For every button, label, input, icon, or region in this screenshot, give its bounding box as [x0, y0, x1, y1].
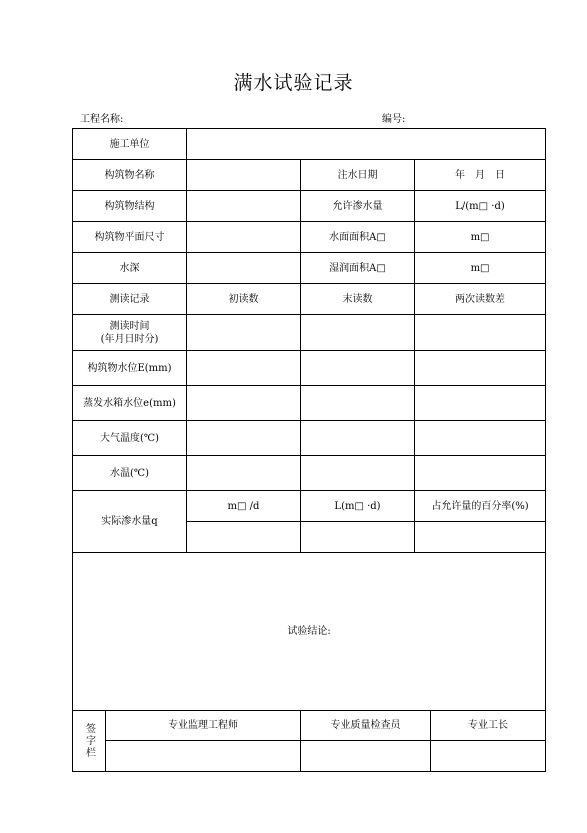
allowable-seepage-value[interactable]: L/(m□ ·d): [415, 191, 546, 222]
seepage-l-per-m2-day-value[interactable]: [301, 522, 415, 553]
evaporation-level-label: 蒸发水箱水位e(mm): [73, 386, 187, 421]
water-depth-value[interactable]: [187, 253, 301, 284]
structure-name-label: 构筑物名称: [73, 160, 187, 191]
water-fill-date-label: 注水日期: [301, 160, 415, 191]
water-level-initial[interactable]: [187, 351, 301, 386]
allowable-seepage-label: 允许渗水量: [301, 191, 415, 222]
reading-time-label: [73, 315, 187, 351]
structure-type-value[interactable]: [187, 191, 301, 222]
initial-reading-header: 初读数: [187, 284, 301, 315]
water-level-label: 构筑物水位E(mm): [73, 351, 187, 386]
water-level-difference[interactable]: [415, 351, 546, 386]
reading-record-label: 测读记录: [73, 284, 187, 315]
conclusion-area[interactable]: [73, 553, 546, 711]
reading-time-difference[interactable]: [415, 315, 546, 351]
water-surface-area-label: 水面面积A□: [301, 222, 415, 253]
structure-name-value[interactable]: [187, 160, 301, 191]
signature-column-label: 签字栏: [73, 711, 106, 772]
water-surface-area-value[interactable]: m□: [415, 222, 546, 253]
reading-time-final[interactable]: [301, 315, 415, 351]
page-title: 满水试验记录: [233, 72, 354, 94]
reading-difference-header: 两次读数差: [415, 284, 546, 315]
wetted-area-value[interactable]: m□: [415, 253, 546, 284]
quality-inspector-signature[interactable]: [301, 741, 431, 772]
seepage-m3-per-day-header: m□ /d: [187, 491, 301, 522]
water-temp-initial[interactable]: [187, 456, 301, 491]
water-fill-date-value[interactable]: 年 月 日: [415, 160, 546, 191]
water-temp-final[interactable]: [301, 456, 415, 491]
water-level-final[interactable]: [301, 351, 415, 386]
final-reading-header: 末读数: [301, 284, 415, 315]
plan-size-value[interactable]: [187, 222, 301, 253]
test-record-table: [72, 128, 546, 772]
evaporation-level-final[interactable]: [301, 386, 415, 421]
foreman-signature[interactable]: [431, 741, 546, 772]
wetted-area-label: 湿润面积A□: [301, 253, 415, 284]
foreman-label: 专业工长: [431, 711, 546, 741]
allowable-percentage-value[interactable]: [415, 522, 546, 553]
conclusion-label: 试验结论:: [287, 626, 331, 637]
construction-unit-value[interactable]: [187, 129, 546, 160]
air-temp-initial[interactable]: [187, 421, 301, 456]
seepage-m3-per-day-value[interactable]: [187, 522, 301, 553]
evaporation-level-difference[interactable]: [415, 386, 546, 421]
quality-inspector-label: 专业质量检查员: [301, 711, 431, 741]
water-temp-label: 水温(℃): [73, 456, 187, 491]
water-depth-label: 水深: [73, 253, 187, 284]
seepage-l-per-m2-day-header: L(m□ ·d): [301, 491, 415, 522]
air-temp-label: 大气温度(℃): [73, 421, 187, 456]
reading-time-initial[interactable]: [187, 315, 301, 351]
project-name-label: 工程名称:: [80, 114, 124, 125]
air-temp-final[interactable]: [301, 421, 415, 456]
actual-seepage-label: 实际渗水量q: [73, 491, 187, 553]
plan-size-label: 构筑物平面尺寸: [73, 222, 187, 253]
air-temp-difference[interactable]: [415, 421, 546, 456]
reading-time-line1: 测读时间: [109, 320, 150, 332]
construction-unit-label: 施工单位: [73, 129, 187, 160]
water-temp-difference[interactable]: [415, 456, 546, 491]
structure-type-label: 构筑物结构: [73, 191, 187, 222]
serial-number-label: 编号:: [382, 114, 406, 125]
supervisor-signature[interactable]: [106, 741, 301, 772]
reading-time-line2: (年月日时分): [100, 333, 159, 345]
allowable-percentage-header: 占允许量的百分率(%): [415, 491, 546, 522]
supervisor-label: 专业监理工程师: [106, 711, 301, 741]
evaporation-level-initial[interactable]: [187, 386, 301, 421]
